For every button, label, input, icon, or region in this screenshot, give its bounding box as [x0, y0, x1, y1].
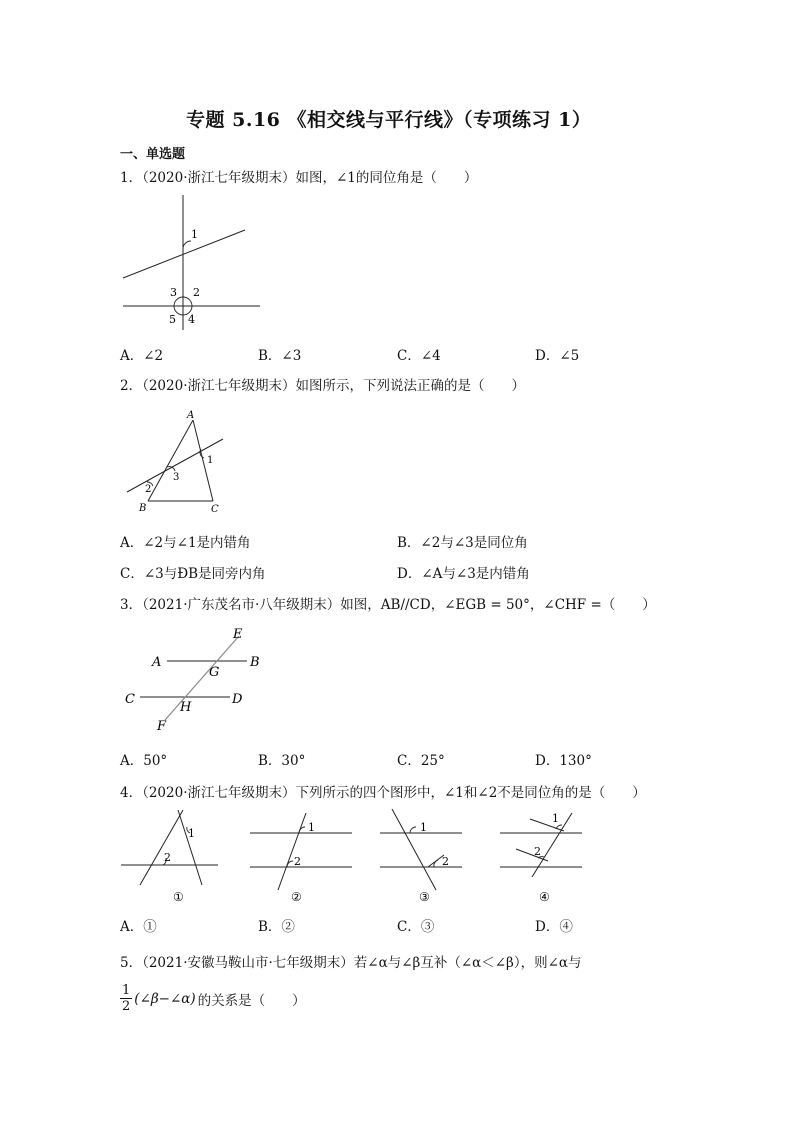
q2-label-B: B	[139, 503, 147, 514]
q2-label-A: A	[187, 410, 195, 421]
q4-figure-4	[496, 805, 596, 905]
q5-fraction-numerator: 1	[122, 983, 131, 998]
q3-label-G: G	[209, 665, 220, 680]
q2-label-2: 2	[145, 484, 152, 495]
question-1-figure	[115, 190, 275, 335]
q3-label-F: F	[157, 719, 167, 734]
q5-expression: (∠β−∠α)	[134, 990, 196, 1007]
question-1-stem: 1．（2020·浙江七年级期末）如图，∠1的同位角是（ ）	[120, 170, 478, 186]
question-3-stem: 3．（2021·广东茂名市·八年级期末）如图，AB//CD，∠EGB = 50°，∠CHF =（ ）	[120, 597, 656, 613]
q1-option-d[interactable]: D．∠5	[535, 348, 580, 364]
q4-option-c[interactable]: C．③	[397, 919, 435, 935]
q1-option-a[interactable]: A．∠2	[120, 348, 164, 364]
q5-fraction-denominator: 2	[122, 999, 131, 1014]
q4-caption-4: ④	[539, 890, 550, 904]
q4-figure-1	[118, 805, 223, 905]
q1-label-2: 2	[193, 286, 200, 299]
q3-option-d[interactable]: D．130°	[535, 753, 592, 769]
q2-option-b[interactable]: B．∠2与∠3是同位角	[397, 535, 528, 551]
q3-label-B: B	[250, 655, 260, 670]
q2-label-1: 1	[207, 455, 214, 466]
q3-label-C: C	[125, 692, 135, 707]
q2-option-c[interactable]: C．∠3与ÐB是同旁内角	[120, 566, 266, 582]
q4-fig3-angle-2: 2	[442, 855, 449, 868]
page-title: 专题 5.16 《相交线与平行线》（专项练习 1）	[186, 109, 592, 131]
q3-label-H: H	[180, 700, 192, 715]
q3-option-a[interactable]: A．50°	[120, 753, 168, 769]
q1-option-c[interactable]: C．∠4	[397, 348, 441, 364]
q1-label-4: 4	[188, 313, 195, 326]
section-heading: 一、单选题	[120, 147, 186, 162]
q4-fig2-angle-2: 2	[294, 855, 301, 868]
q1-label-3: 3	[170, 286, 177, 299]
q4-caption-2: ②	[291, 890, 302, 904]
q2-option-d[interactable]: D．∠A与∠3是内错角	[397, 566, 530, 582]
q4-fig1-angle-1: 1	[188, 827, 195, 840]
q2-option-a[interactable]: A．∠2与∠1是内错角	[120, 535, 251, 551]
q4-caption-1: ①	[173, 890, 184, 904]
q5-fraction	[120, 984, 132, 1013]
q3-label-E: E	[233, 627, 243, 642]
q3-label-A: A	[152, 655, 162, 670]
q4-caption-3: ③	[419, 890, 430, 904]
q3-option-c[interactable]: C．25°	[397, 753, 445, 769]
q4-fig4-angle-1: 1	[552, 812, 559, 825]
q4-fig2-angle-1: 1	[308, 821, 315, 834]
question-2-stem: 2．（2020·浙江七年级期末）如图所示，下列说法正确的是（ ）	[120, 378, 525, 394]
q5-stem-tail: 的关系是（ ）	[197, 992, 306, 1009]
q2-label-3: 3	[173, 472, 180, 483]
q4-fig4-angle-2: 2	[534, 845, 541, 858]
q3-label-D: D	[232, 692, 243, 707]
q4-option-b[interactable]: B．②	[258, 919, 295, 935]
question-4-stem: 4．（2020·浙江七年级期末）下列所示的四个图形中，∠1和∠2不是同位角的是（ ）	[120, 785, 646, 801]
question-2-figure	[115, 408, 235, 518]
q2-label-C: C	[211, 504, 219, 515]
q4-option-d[interactable]: D．④	[535, 919, 573, 935]
q4-figure-3	[376, 805, 486, 905]
question-5-stem-line2	[120, 984, 306, 1013]
q4-fig3-angle-1: 1	[420, 821, 427, 834]
q4-option-a[interactable]: A．①	[120, 919, 157, 935]
q1-option-b[interactable]: B．∠3	[258, 348, 302, 364]
q1-label-5: 5	[169, 313, 176, 326]
q3-option-b[interactable]: B．30°	[258, 753, 306, 769]
q4-figure-2	[246, 805, 356, 905]
question-5-stem: 5．（2021·安徽马鞍山市·七年级期末）若∠α与∠β互补（∠α＜∠β），则∠α与	[120, 955, 582, 971]
q1-label-1: 1	[191, 228, 198, 241]
question-3-figure	[115, 622, 275, 737]
q4-fig1-angle-2: 2	[164, 851, 171, 864]
